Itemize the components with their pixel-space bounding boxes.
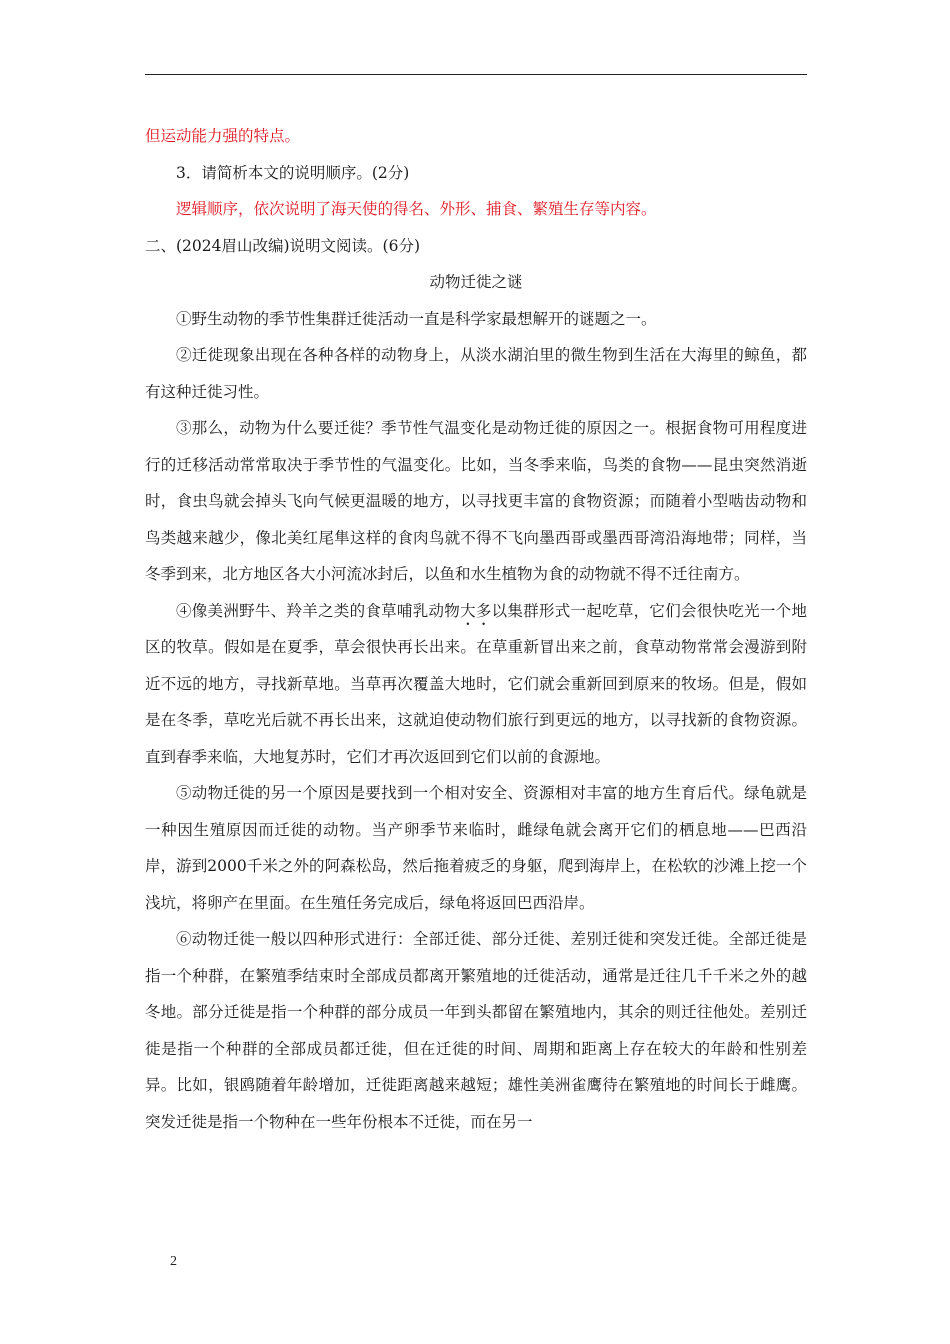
paragraph-4-rest: 以集群形式一起吃草，它们会很快吃光一个地区的牧草。假如是在夏季，草会很快再长出来。在草重新冒出来之前，食草动物常常会漫游到附近不远的地方，寻找新草地。当草再次覆盖大地时，它们就会重新回到原来的牧场。但是，假如是在冬季，草吃光后就不再长出来，这就迫使动物们旅行到更远的地方，以寻找新的食物资源。直到春季来临，大地复苏时，它们才再次返回到它们以前的食源地。 — [145, 601, 807, 766]
paragraph-1: ①野生动物的季节性集群迁徙活动一直是科学家最想解开的谜题之一。 — [176, 309, 657, 328]
header-rule — [145, 74, 807, 75]
section-2-heading: 二、(2024眉山改编)说明文阅读。(6分) — [145, 236, 420, 255]
paragraph-6: ⑥动物迁徙一般以四种形式进行：全部迁徙、部分迁徙、差别迁徙和突发迁徙。全部迁徙是指一个种群，在繁殖季结束时全部成员都离开繁殖地的迁徙活动，通常是迁往几千千米之外的越冬地。部分迁徙是指一个种群的部分成员一年到头都留在繁殖地内，其余的则迁往他处。差别迁徙是指一个种群的全部成员都迁徙，但在迁徙的时间、周期和距离上存在较大的年龄和性别差异。比如，银鸥随着年龄增加，迁徙距离越来越短；雄性美洲雀鹰待在繁殖地的时间长于雌鹰。突发迁徙是指一个物种在一些年份根本不迁徙，而在另一 — [145, 930, 807, 1131]
paragraph-5: ⑤动物迁徙的另一个原因是要找到一个相对安全、资源相对丰富的地方生育后代。绿龟就是一种因生殖原因而迁徙的动物。当产卵季节来临时，雌绿龟就会离开它们的栖息地——巴西沿岸，游到2000千米之外的阿森松岛，然后拖着疲乏的身躯，爬到海岸上，在松软的沙滩上挖一个浅坑，将卵产在里面。在生殖任务完成后，绿龟将返回巴西沿岸。 — [145, 784, 807, 912]
question-3-prompt: 3．请简析本文的说明顺序。(2分) — [176, 163, 410, 182]
previous-answer-continuation: 但运动能力强的特点。 — [145, 127, 301, 145]
emphasized-word: 大多 — [460, 601, 492, 620]
paragraph-4-start: ④像美洲野牛、羚羊之类的食草哺乳动物 — [176, 601, 461, 620]
document-body — [145, 118, 807, 1140]
page-number: 2 — [170, 1254, 177, 1269]
article-title: 动物迁徙之谜 — [429, 273, 523, 291]
paragraph-4 — [145, 593, 807, 776]
paragraph-2: ②迁徙现象出现在各种各样的动物身上，从淡水湖泊里的微生物到生活在大海里的鲸鱼，都有这种迁徙习性。 — [145, 346, 807, 401]
question-3-answer: 逻辑顺序，依次说明了海天使的得名、外形、捕食、繁殖生存等内容。 — [176, 200, 657, 218]
paragraph-3: ③那么，动物为什么要迁徙？季节性气温变化是动物迁徙的原因之一。根据食物可用程度进行的迁移活动常常取决于季节性的气温变化。比如，当冬季来临，鸟类的食物——昆虫突然消逝时，食虫鸟就会掉头飞向气候更温暖的地方，以寻找更丰富的食物资源；而随着小型啮齿动物和鸟类越来越少，像北美红尾隼这样的食肉鸟就不得不飞向墨西哥或墨西哥湾沿海地带；同样，当冬季到来，北方地区各大小河流冰封后，以鱼和水生植物为食的动物就不得不迁往南方。 — [145, 419, 807, 583]
